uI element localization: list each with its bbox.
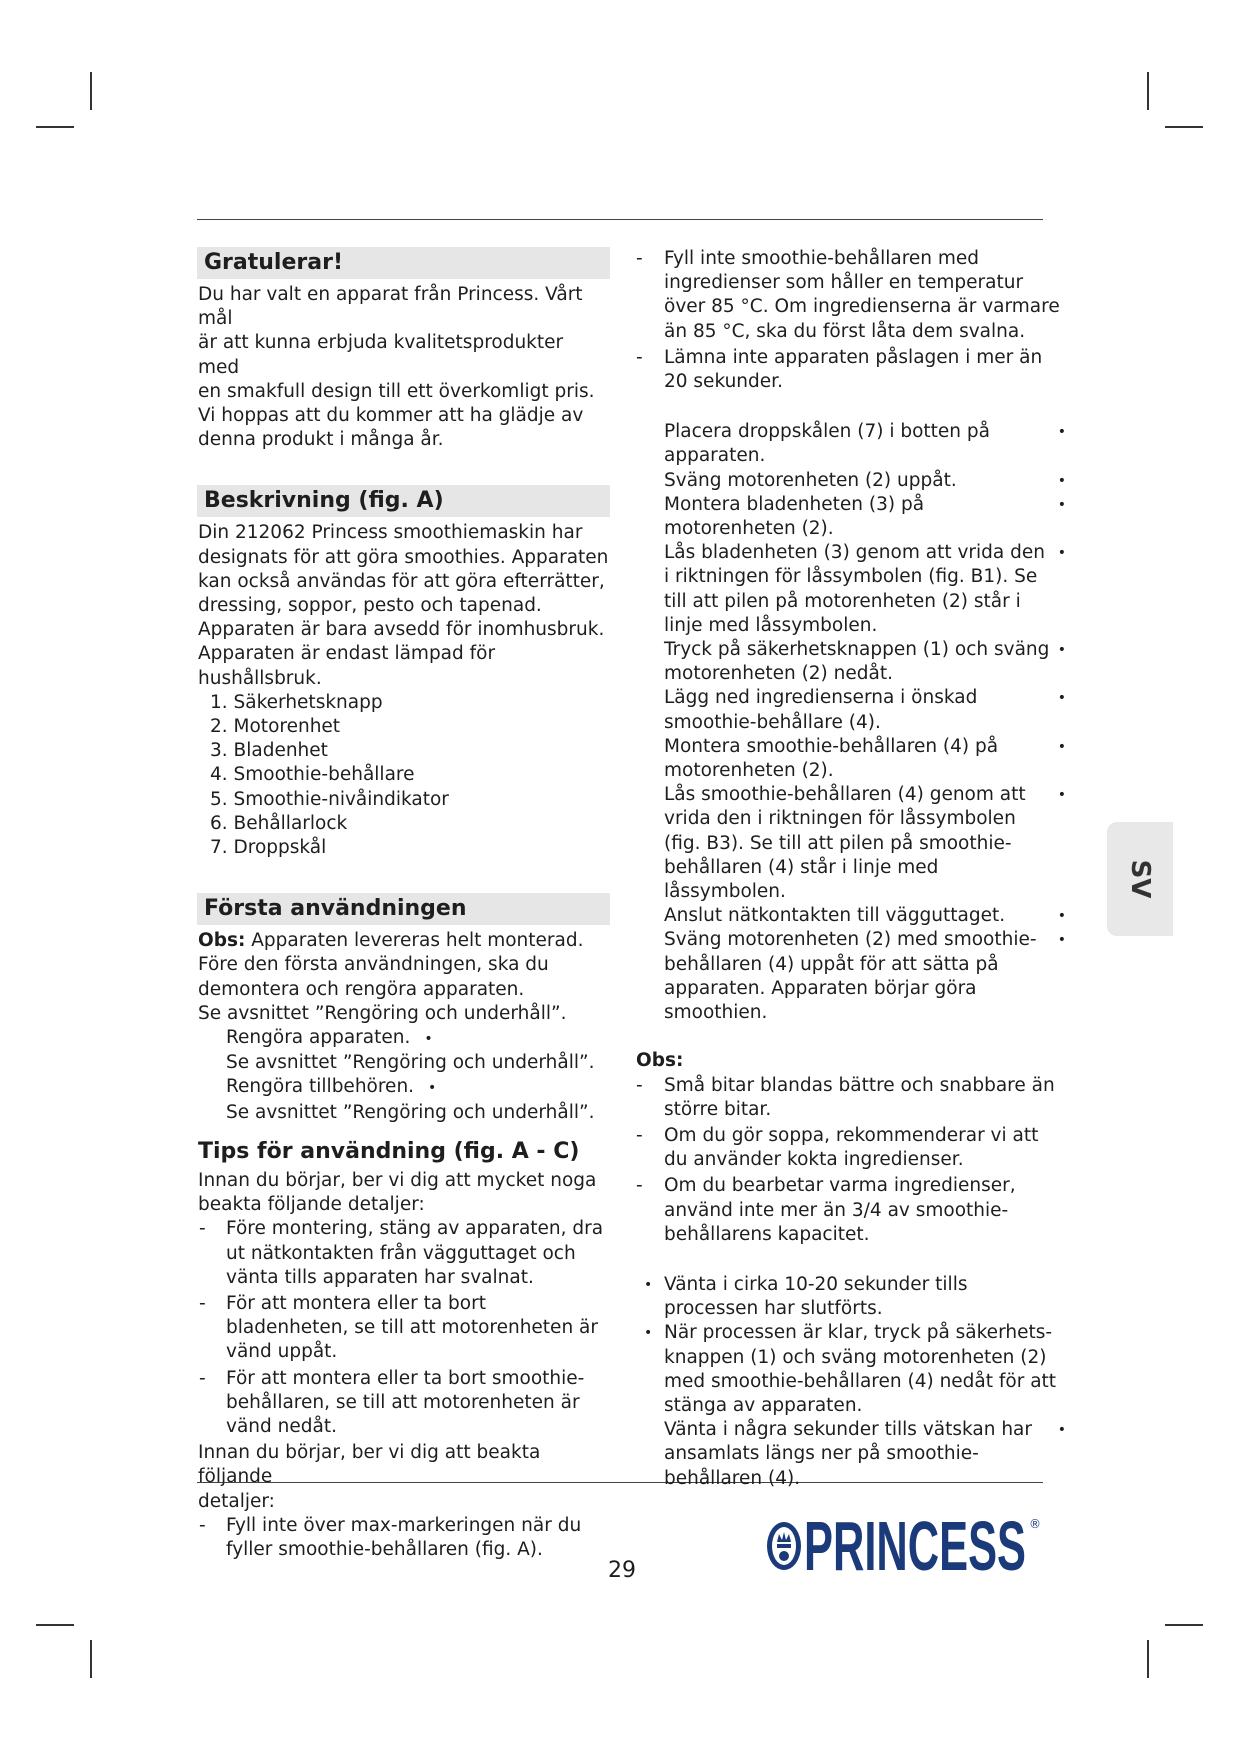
step-ref: Se avsnittet ”Rengöring och underhåll”.	[226, 1101, 595, 1123]
crop-mark	[90, 1640, 92, 1678]
text-line: en smakfull design till ett överkomligt pris.	[198, 380, 595, 402]
text-line: Du har valt en apparat från Princess. Vårt mål	[198, 284, 583, 330]
crop-mark	[1147, 1640, 1149, 1678]
obs-label-text: Obs:	[636, 1050, 684, 1072]
step-text: Rengöra tillbehören.	[226, 1076, 415, 1098]
section-title-congrats: Gratulerar!	[197, 247, 610, 279]
step-item: Lägg ned ingredienserna i önskad smoothie-behållare (4). •	[636, 686, 1066, 734]
dash-item: - Lämna inte apparaten påslagen i mer än 20 sekunder.	[636, 346, 1066, 394]
step-item: Tryck på säkerhetsknappen (1) och sväng motorenheten (2) nedåt. •	[636, 638, 1066, 686]
text-line: demontera och rengöra apparaten.	[198, 978, 525, 1000]
step-item: Lås smoothie-behållaren (4) genom att vrida den i riktningen för låssymbolen (fig. B3). Se till att pilen på smoothie-behållaren (4) står i linje med låssymbolen. •	[636, 783, 1066, 904]
right-column	[636, 247, 1066, 1491]
step-item: Vänta i några sekunder tills vätskan har ansamlats längs ner på smoothie-behållaren (4). •	[636, 1418, 1066, 1491]
dash-item: - Fyll inte över max-markeringen när du fyller smoothie-behållaren (fig. A).	[198, 1514, 610, 1562]
bullet-icon: •	[424, 1031, 433, 1048]
top-rule	[197, 219, 1043, 220]
list-item: 7. Droppskål	[210, 837, 327, 859]
crop-mark	[90, 72, 92, 110]
step-item: Placera droppskålen (7) i botten på apparaten. •	[636, 420, 1066, 468]
list-item: 1. Säkerhetsknapp	[210, 691, 383, 713]
crop-mark	[36, 1624, 74, 1626]
step-item: Lås bladenheten (3) genom att vrida den i riktningen för låssymbolen (fig. B1). Se till att pilen på motorenheten (2) står i linje med låssymbolen. •	[636, 541, 1066, 638]
princess-logo	[764, 1508, 1046, 1582]
crown-emblem-icon	[767, 1522, 801, 1570]
step-ref: Se avsnittet ”Rengöring och underhåll”.	[226, 1052, 595, 1074]
crop-mark	[1165, 1624, 1203, 1626]
step-item: • När processen är klar, tryck på säkerhets-knappen (1) och sväng motorenheten (2) med smoothie-behållaren (4) nedåt för att stänga av apparaten.	[636, 1321, 1066, 1418]
list-item: 3. Bladenhet	[210, 740, 328, 762]
dash-item: - Om du bearbetar varma ingredienser, använd inte mer än 3/4 av smoothie-behållarens kapacitet.	[636, 1174, 1066, 1247]
obs-line	[198, 929, 610, 953]
text-line: Innan du börjar, ber vi dig att beakta följande	[198, 1442, 541, 1488]
dash-item: - För att montera eller ta bort bladenheten, se till att motorenheten är vänd uppåt.	[198, 1292, 610, 1365]
text-line: Din 212062 Princess smoothiemaskin har	[198, 522, 583, 544]
dash-item: - För att montera eller ta bort smoothie-behållaren, se till att motorenheten är vänd nedåt.	[198, 1367, 610, 1440]
step-text: Rengöra apparaten.	[226, 1027, 411, 1049]
text-line: är att kunna erbjuda kvalitetsprodukter med	[198, 332, 564, 378]
crop-mark	[1165, 126, 1203, 128]
text-line: kan också användas för att göra efterrätter,	[198, 570, 605, 592]
text-line: denna produkt i många år.	[198, 429, 444, 451]
section-title-description: Beskrivning (fig. A)	[197, 485, 610, 517]
parts-list	[198, 691, 610, 860]
dash-item: - Små bitar blandas bättre och snabbare än större bitar.	[636, 1074, 1066, 1122]
obs-label: Obs:	[198, 930, 246, 952]
step-item	[198, 1075, 610, 1100]
registered-mark: ®	[1029, 1517, 1041, 1531]
text-line: Apparaten är bara avsedd för inomhusbruk.	[198, 619, 605, 641]
step-item: Montera bladenheten (3) på motorenheten (2). •	[636, 493, 1066, 541]
obs-label	[636, 1049, 1066, 1073]
dash-item: - Fyll inte smoothie-behållaren med ingredienser som håller en temperatur över 85 °C. Om ingredienserna är varmare än 85 °C, ska du först låta dem svalna.	[636, 247, 1066, 344]
text-line: designats för att göra smoothies. Apparaten	[198, 546, 609, 568]
language-tab-label: SV	[1125, 859, 1155, 899]
list-item: 5. Smoothie-nivåindikator	[210, 788, 449, 810]
text-line: Vi hoppas att du kommer att ha glädje av	[198, 405, 584, 427]
section-title-first-use: Första användningen	[197, 893, 610, 925]
brand-name: PRINCESS	[804, 1508, 1026, 1582]
text-line: dressing, soppor, pesto och tapenad.	[198, 595, 542, 617]
list-item: 6. Behållarlock	[210, 812, 348, 834]
step-item: Anslut nätkontakten till vägguttaget. •	[636, 904, 1066, 928]
text-line: Innan du börjar, ber vi dig att mycket noga	[198, 1169, 597, 1191]
crop-mark	[1147, 72, 1149, 110]
text-line: Före den första användningen, ska du	[198, 954, 549, 976]
text-line: detaljer:	[198, 1490, 275, 1512]
list-item: 4. Smoothie-behållare	[210, 764, 415, 786]
bullet-icon: •	[428, 1080, 437, 1097]
step-item: Montera smoothie-behållaren (4) på motorenheten (2). •	[636, 735, 1066, 783]
step-item: • Vänta i cirka 10-20 sekunder tills processen har slutförts.	[636, 1273, 1066, 1321]
step-item	[198, 1026, 610, 1051]
left-column	[198, 247, 610, 1564]
text-line: Se avsnittet ”Rengöring och underhåll”.	[198, 1002, 567, 1024]
text-line: beakta följande detaljer:	[198, 1194, 425, 1216]
page-number: 29	[608, 1558, 636, 1583]
section-title-tips: Tips för användning (fig. A - C)	[198, 1138, 580, 1164]
step-item: Sväng motorenheten (2) uppåt. •	[636, 469, 1066, 493]
list-item: 2. Motorenhet	[210, 716, 341, 738]
step-item: Sväng motorenheten (2) med smoothie-behållaren (4) uppåt för att sätta på apparaten. Apparaten börjar göra smoothien. •	[636, 928, 1066, 1025]
crop-mark	[36, 126, 74, 128]
obs-text: Apparaten levereras helt monterad.	[251, 930, 584, 952]
dash-item: - Om du gör soppa, rekommenderar vi att du använder kokta ingredienser.	[636, 1124, 1066, 1172]
dash-item: - Före montering, stäng av apparaten, dra ut nätkontakten från vägguttaget och vänta tills apparaten har svalnat.	[198, 1217, 610, 1290]
text-line: Apparaten är endast lämpad för hushållsbruk.	[198, 643, 496, 689]
